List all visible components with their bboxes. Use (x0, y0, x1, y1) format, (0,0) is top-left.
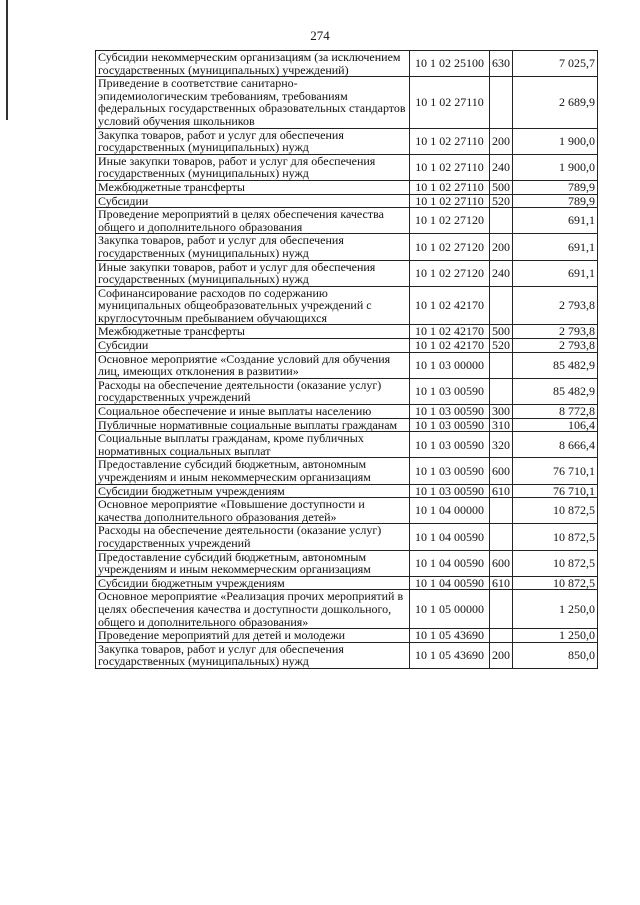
table-row (96, 260, 598, 286)
row-name: Закупка товаров, работ и услуг для обеспечения государственных (муниципальных) нужд (96, 128, 410, 154)
row-code: 10 1 04 00590 (410, 576, 490, 590)
row-code: 10 1 04 00590 (410, 524, 490, 550)
row-vr: 240 (490, 260, 513, 286)
row-vr (490, 524, 513, 550)
row-code: 10 1 04 00590 (410, 550, 490, 576)
row-code: 10 1 02 27110 (410, 154, 490, 180)
budget-table (95, 50, 598, 669)
row-name: Приведение в соответствие санитарно-эпидемиологическим требованиям, требованиям федеральных государственных образовательных стандартов условий обучения школьников (96, 77, 410, 128)
row-code: 10 1 04 00000 (410, 498, 490, 524)
row-code: 10 1 02 27120 (410, 234, 490, 260)
row-vr: 200 (490, 234, 513, 260)
row-name: Расходы на обеспечение деятельности (оказание услуг) государственных учреждений (96, 378, 410, 404)
row-vr (490, 590, 513, 629)
row-name: Расходы на обеспечение деятельности (оказание услуг) государственных учреждений (96, 524, 410, 550)
row-name: Основное мероприятие «Повышение доступности и качества дополнительного образования детей» (96, 498, 410, 524)
table-row (96, 418, 598, 432)
row-vr (490, 378, 513, 404)
row-amount: 85 482,9 (513, 378, 598, 404)
row-code: 10 1 02 25100 (410, 51, 490, 77)
row-name: Субсидии (96, 194, 410, 208)
table-row (96, 208, 598, 234)
row-amount: 76 710,1 (513, 484, 598, 498)
table-row (96, 352, 598, 378)
row-code: 10 1 03 00000 (410, 352, 490, 378)
row-vr: 630 (490, 51, 513, 77)
row-vr: 200 (490, 642, 513, 668)
table-row (96, 550, 598, 576)
row-amount: 8 666,4 (513, 432, 598, 458)
row-name: Основное мероприятие «Реализация прочих мероприятий в целях обеспечения качества и доступности дошкольного, общего и дополнительного образования» (96, 590, 410, 629)
row-code: 10 1 02 42170 (410, 325, 490, 339)
table-row (96, 378, 598, 404)
row-amount: 10 872,5 (513, 524, 598, 550)
table-row (96, 234, 598, 260)
row-amount: 691,1 (513, 260, 598, 286)
row-name: Предоставление субсидий бюджетным, автономным учреждениям и иным некоммерческим организациям (96, 550, 410, 576)
table-row (96, 325, 598, 339)
row-amount: 1 900,0 (513, 154, 598, 180)
row-amount: 691,1 (513, 234, 598, 260)
row-name: Софинансирование расходов по содержанию муниципальных общеобразовательных учреждений с круглосуточным пребыванием обучающихся (96, 286, 410, 325)
row-amount: 2 689,9 (513, 77, 598, 128)
row-code: 10 1 02 27120 (410, 260, 490, 286)
table-row (96, 484, 598, 498)
row-name: Субсидии бюджетным учреждениям (96, 484, 410, 498)
row-code: 10 1 02 27110 (410, 180, 490, 194)
row-name: Иные закупки товаров, работ и услуг для обеспечения государственных (муниципальных) нужд (96, 260, 410, 286)
row-code: 10 1 03 00590 (410, 432, 490, 458)
row-name: Проведение мероприятий для детей и молодежи (96, 629, 410, 643)
row-name: Иные закупки товаров, работ и услуг для обеспечения государственных (муниципальных) нужд (96, 154, 410, 180)
table-row (96, 642, 598, 668)
row-name: Межбюджетные трансферты (96, 180, 410, 194)
table-row (96, 339, 598, 353)
row-vr: 610 (490, 576, 513, 590)
row-vr: 240 (490, 154, 513, 180)
table-row (96, 629, 598, 643)
row-code: 10 1 02 27110 (410, 77, 490, 128)
row-name: Субсидии некоммерческим организациям (за исключением государственных (муниципальных) учреждений) (96, 51, 410, 77)
row-vr: 520 (490, 339, 513, 353)
table-row (96, 590, 598, 629)
row-amount: 789,9 (513, 180, 598, 194)
row-name: Основное мероприятие «Создание условий для обучения лиц, имеющих отклонения в развитии» (96, 352, 410, 378)
table-row (96, 194, 598, 208)
row-vr: 600 (490, 458, 513, 484)
row-amount: 850,0 (513, 642, 598, 668)
table-row (96, 128, 598, 154)
row-code: 10 1 02 27110 (410, 128, 490, 154)
row-amount: 1 250,0 (513, 590, 598, 629)
page-number: 274 (310, 28, 330, 43)
row-amount: 10 872,5 (513, 498, 598, 524)
table-row (96, 498, 598, 524)
row-name: Социальное обеспечение и иные выплаты населению (96, 405, 410, 419)
row-code: 10 1 02 27120 (410, 208, 490, 234)
row-amount: 1 250,0 (513, 629, 598, 643)
row-code: 10 1 05 00000 (410, 590, 490, 629)
row-amount: 691,1 (513, 208, 598, 234)
row-amount: 2 793,8 (513, 286, 598, 325)
row-amount: 1 900,0 (513, 128, 598, 154)
row-code: 10 1 03 00590 (410, 405, 490, 419)
row-code: 10 1 03 00590 (410, 418, 490, 432)
row-amount: 10 872,5 (513, 576, 598, 590)
row-name: Субсидии (96, 339, 410, 353)
row-amount: 7 025,7 (513, 51, 598, 77)
table-row (96, 576, 598, 590)
row-code: 10 1 03 00590 (410, 484, 490, 498)
row-vr (490, 77, 513, 128)
row-vr: 500 (490, 325, 513, 339)
row-code: 10 1 02 27110 (410, 194, 490, 208)
row-code: 10 1 05 43690 (410, 642, 490, 668)
row-name: Закупка товаров, работ и услуг для обеспечения государственных (муниципальных) нужд (96, 642, 410, 668)
row-code: 10 1 03 00590 (410, 378, 490, 404)
row-name: Публичные нормативные социальные выплаты гражданам (96, 418, 410, 432)
row-vr: 320 (490, 432, 513, 458)
row-name: Субсидии бюджетным учреждениям (96, 576, 410, 590)
row-code: 10 1 05 43690 (410, 629, 490, 643)
row-vr: 200 (490, 128, 513, 154)
row-vr: 600 (490, 550, 513, 576)
table-row (96, 154, 598, 180)
table-row (96, 405, 598, 419)
row-amount: 10 872,5 (513, 550, 598, 576)
row-vr: 300 (490, 405, 513, 419)
row-amount: 76 710,1 (513, 458, 598, 484)
row-vr (490, 208, 513, 234)
budget-table-body (96, 51, 598, 669)
row-amount: 8 772,8 (513, 405, 598, 419)
table-row (96, 286, 598, 325)
row-vr (490, 352, 513, 378)
table-row (96, 524, 598, 550)
row-amount: 2 793,8 (513, 325, 598, 339)
table-row (96, 77, 598, 128)
row-name: Социальные выплаты гражданам, кроме публичных нормативных социальных выплат (96, 432, 410, 458)
row-vr: 520 (490, 194, 513, 208)
row-vr: 610 (490, 484, 513, 498)
row-amount: 789,9 (513, 194, 598, 208)
row-code: 10 1 02 42170 (410, 286, 490, 325)
row-code: 10 1 03 00590 (410, 458, 490, 484)
row-vr: 500 (490, 180, 513, 194)
row-name: Предоставление субсидий бюджетным, автономным учреждениям и иным некоммерческим организациям (96, 458, 410, 484)
row-name: Закупка товаров, работ и услуг для обеспечения государственных (муниципальных) нужд (96, 234, 410, 260)
row-name: Проведение мероприятий в целях обеспечения качества общего и дополнительного образования (96, 208, 410, 234)
table-row (96, 51, 598, 77)
table-row (96, 432, 598, 458)
row-amount: 2 793,8 (513, 339, 598, 353)
row-amount: 85 482,9 (513, 352, 598, 378)
row-amount: 106,4 (513, 418, 598, 432)
row-vr (490, 498, 513, 524)
row-vr (490, 629, 513, 643)
table-row (96, 180, 598, 194)
row-vr: 310 (490, 418, 513, 432)
row-code: 10 1 02 42170 (410, 339, 490, 353)
table-row (96, 458, 598, 484)
margin-line (6, 0, 8, 120)
row-vr (490, 286, 513, 325)
row-name: Межбюджетные трансферты (96, 325, 410, 339)
